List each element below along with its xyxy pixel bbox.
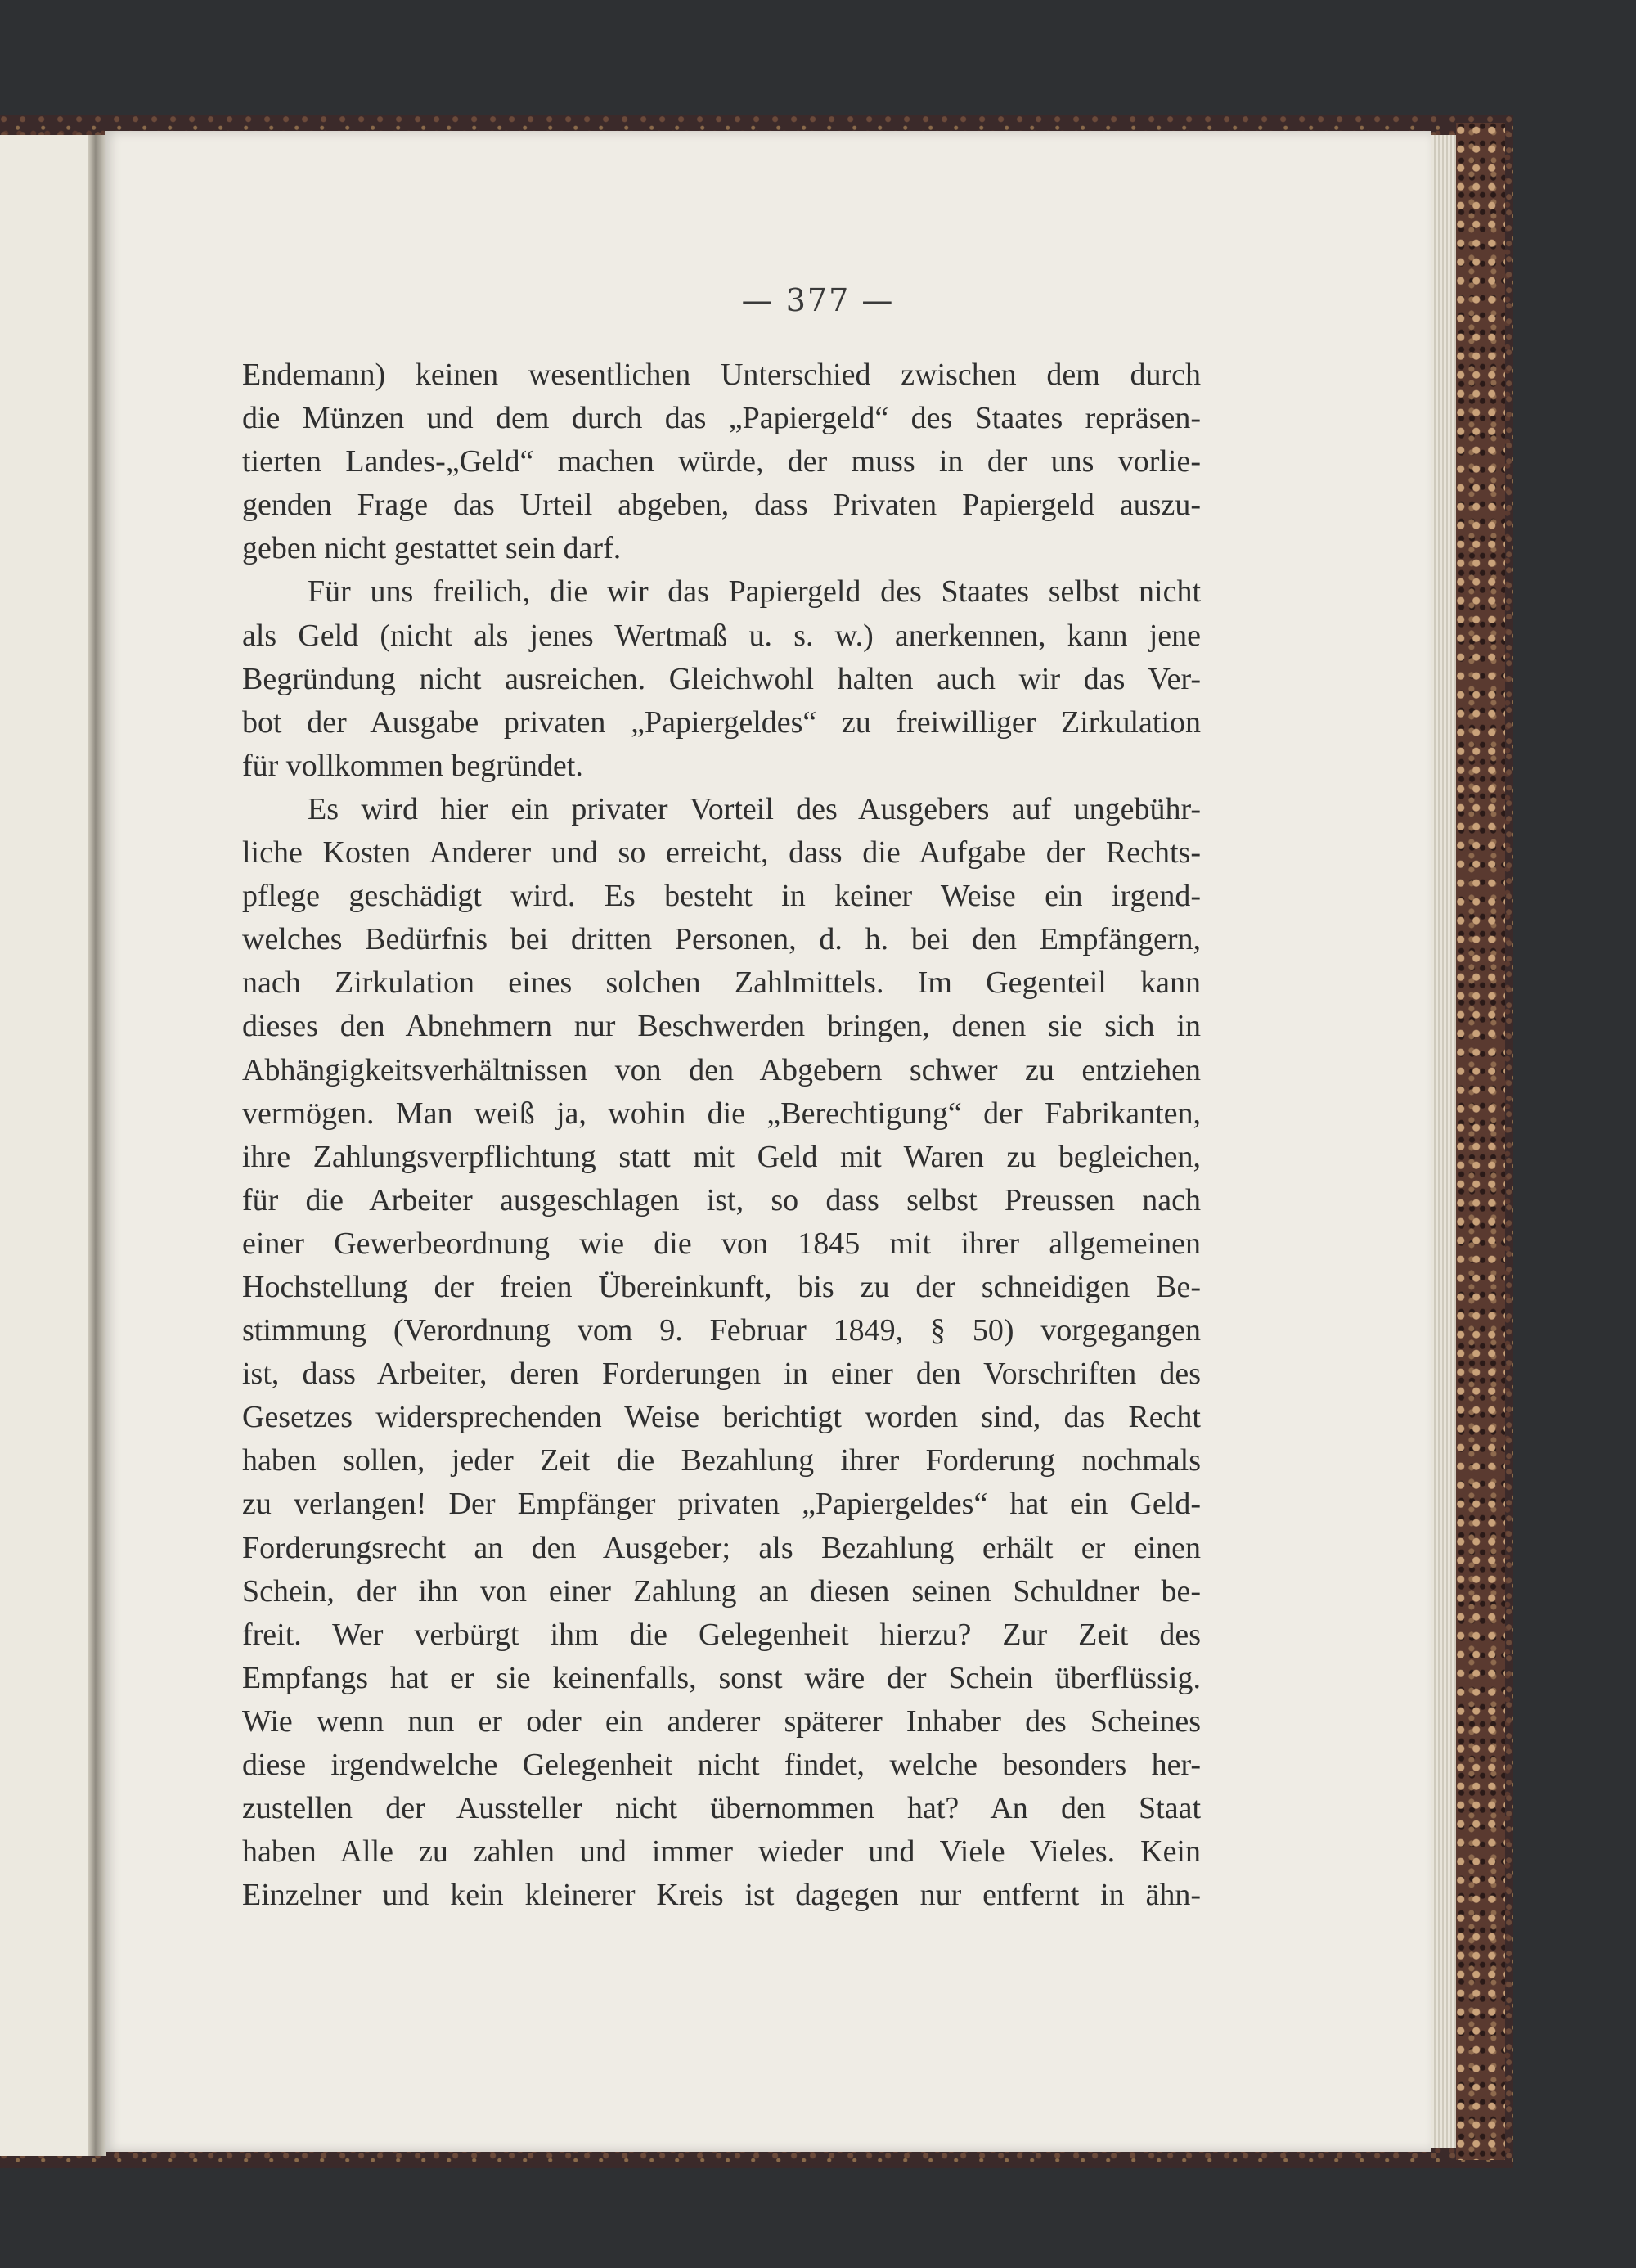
text-line: welches Bedürfnis bei dritten Personen, d. h. bei den Empfängern,: [242, 922, 1201, 957]
marbled-board-edge: [1456, 123, 1505, 2160]
book-gutter: [88, 135, 106, 2156]
text-line: genden Frage das Urteil abgeben, dass Privaten Papiergeld auszu-: [242, 488, 1201, 523]
text-line: nach Zirkulation eines solchen Zahlmittels. Im Gegenteil kann: [242, 965, 1201, 1001]
page-edges: [1432, 135, 1456, 2148]
text-line: freit. Wer verbürgt ihm die Gelegenheit hierzu? Zur Zeit des: [242, 1617, 1201, 1652]
text-line: geben nicht gestattet sein darf.: [242, 531, 622, 566]
text-line: einer Gewerbeordnung wie die von 1845 mit ihrer allgemeinen: [242, 1226, 1201, 1261]
text-line: liche Kosten Anderer und so erreicht, dass die Aufgabe der Rechts-: [242, 835, 1201, 871]
text-line: die Münzen und dem durch das „Papiergeld“ des Staates repräsen-: [242, 401, 1201, 436]
text-line: pflege geschädigt wird. Es besteht in keiner Weise ein irgend-: [242, 879, 1201, 914]
text-line: Abhängigkeitsverhältnissen von den Abgebern schwer zu entziehen: [242, 1052, 1201, 1087]
page-number: — 377 —: [741, 282, 895, 318]
text-line: vermögen. Man weiß ja, wohin die „Berechtigung“ der Fabrikanten,: [242, 1096, 1201, 1131]
text-line: zustellen der Aussteller nicht übernommen hat? An den Staat: [242, 1791, 1201, 1826]
text-line: Hochstellung der freien Übereinkunft, bis zu der schneidigen Be-: [242, 1269, 1201, 1304]
text-line: Es wird hier ein privater Vorteil des Ausgebers auf ungebühr-: [308, 791, 1201, 826]
text-line: haben Alle zu zahlen und immer wieder und Viele Vieles. Kein: [242, 1834, 1201, 1870]
text-line: stimmung (Verordnung vom 9. Februar 1849, § 50) vorgegangen: [242, 1313, 1201, 1348]
text-line: Begründung nicht ausreichen. Gleichwohl halten auch wir das Ver-: [242, 661, 1201, 696]
left-facing-page: [0, 135, 98, 2156]
text-line: Endemann) keinen wesentlichen Unterschied zwischen dem durch: [242, 358, 1201, 392]
text-line: Empfangs hat er sie keinenfalls, sonst wäre der Schein überflüssig.: [242, 1660, 1201, 1695]
text-line: Gesetzes widersprechenden Weise berichtigt worden sind, das Recht: [242, 1400, 1201, 1435]
text-line: Schein, der ihn von einer Zahlung an diesen seinen Schuldner be-: [242, 1573, 1201, 1609]
text-line: bot der Ausgabe privaten „Papiergeldes“ zu freiwilliger Zirkulation: [242, 704, 1201, 740]
text-line: haben sollen, jeder Zeit die Bezahlung ihrer Forderung nochmals: [242, 1443, 1201, 1478]
text-line: für vollkommen begründet.: [242, 748, 583, 783]
text-line: Einzelner und kein kleinerer Kreis ist dagegen nur entfernt in ähn-: [242, 1878, 1201, 1913]
text-line: ist, dass Arbeiter, deren Forderungen in einer den Vorschriften des: [242, 1357, 1201, 1392]
body-text: [242, 353, 1201, 1917]
text-line: für die Arbeiter ausgeschlagen ist, so dass selbst Preussen nach: [242, 1182, 1201, 1217]
text-line: dieses den Abnehmern nur Beschwerden bringen, denen sie sich in: [242, 1009, 1201, 1044]
text-line: Wie wenn nun er oder ein anderer späterer Inhaber des Scheines: [242, 1703, 1201, 1739]
text-line: zu verlangen! Der Empfänger privaten „Papiergeldes“ hat ein Geld-: [242, 1487, 1201, 1522]
text-line: diese irgendwelche Gelegenheit nicht findet, welche besonders her-: [242, 1748, 1201, 1782]
text-line: ihre Zahlungsverpflichtung statt mit Geld mit Waren zu begleichen,: [242, 1139, 1201, 1174]
text-line: tierten Landes-„Geld“ machen würde, der muss in der uns vorlie-: [242, 444, 1201, 479]
text-line: Für uns freilich, die wir das Papiergeld des Staates selbst nicht: [308, 574, 1201, 610]
text-line: als Geld (nicht als jenes Wertmaß u. s. w.) anerkennen, kann jene: [242, 618, 1201, 653]
text-line: Forderungsrecht an den Ausgeber; als Bezahlung erhält er einen: [242, 1530, 1201, 1565]
